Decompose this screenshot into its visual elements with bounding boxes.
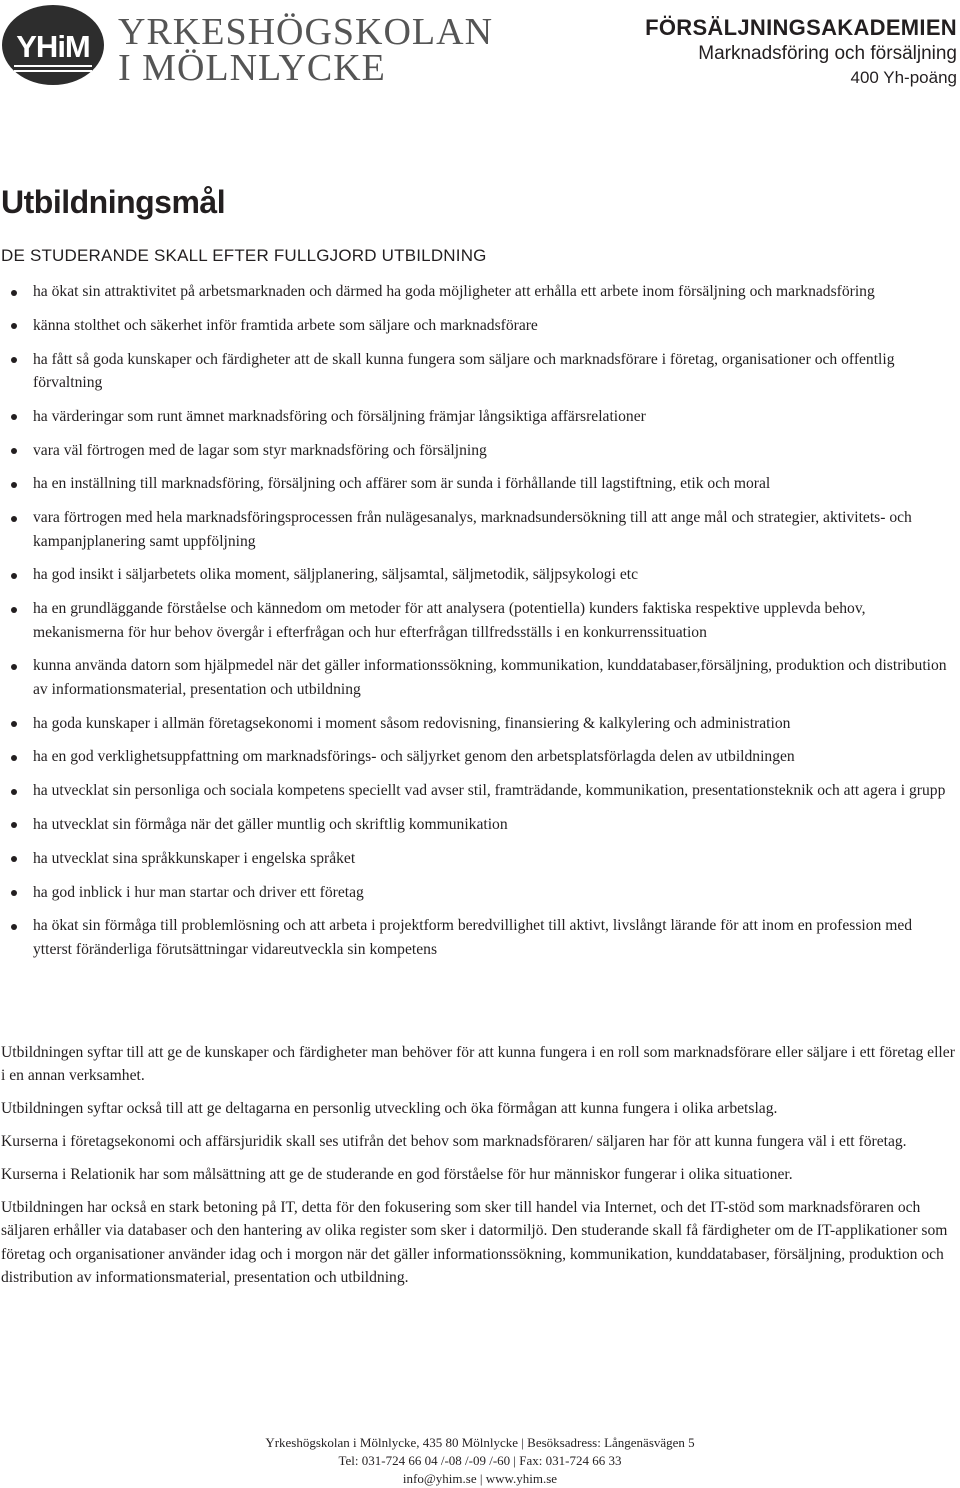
goal-item — [0, 405, 950, 428]
goal-text: vara förtrogen med hela marknadsföringsprocessen från nulägesanalys, marknadsundersökning till att ange mål och strategier, aktivitets- och kampanjplanering samt uppföljning — [33, 509, 912, 550]
goal-item — [0, 881, 950, 904]
goal-item — [0, 779, 950, 802]
school-name-line-2: I MÖLNLYCKE — [118, 47, 386, 89]
bullet-icon — [11, 890, 17, 896]
page-footer — [0, 1434, 960, 1488]
goal-item — [0, 654, 950, 701]
goal-text: ha goda kunskaper i allmän företagsekonomi i moment såsom redovisning, finansiering & kalkylering och administration — [33, 714, 791, 732]
bullet-icon — [11, 822, 17, 828]
section-heading: DE STUDERANDE SKALL EFTER FULLGJORD UTBILDNING — [1, 246, 487, 265]
bullet-icon — [11, 414, 17, 420]
bullet-icon — [11, 516, 17, 522]
program-title: FÖRSÄLJNINGSAKADEMIEN — [645, 15, 957, 40]
logo-text: YHiM — [16, 29, 90, 64]
goal-text: ha en grundläggande förståelse och kännedom om metoder för att analysera (potentiella) kunders faktiska respektive upplevda behov, mekanismerna för hur behov övergår i efterfrågan och hur efterfrågan tillfredsställs i en konkurrenssituation — [33, 600, 866, 641]
goal-item — [0, 280, 950, 303]
footer-phone: Tel: 031-724 66 04 /-08 /-09 /-60 | Fax: 031-724 66 33 — [338, 1453, 622, 1468]
goal-item — [0, 563, 950, 586]
bullet-icon — [11, 357, 17, 363]
bullet-icon — [11, 448, 17, 454]
goal-item — [0, 314, 950, 337]
goal-text: ha god insikt i säljarbetets olika moment, säljplanering, säljsamtal, säljmetodik, säljpsykologi etc — [33, 566, 639, 584]
goal-text: ha ökat sin förmåga till problemlösning och att arbeta i projektform beredvillighet till aktivt, livslångt lärande för att inom en profession med ytterst föränderliga förutsättningar vidareutveckla sin kompetens — [33, 917, 913, 958]
page-title: Utbildningsmål — [1, 184, 226, 220]
goal-item — [0, 745, 950, 768]
program-credits: 400 Yh-poäng — [850, 68, 957, 87]
logo-rule — [14, 65, 92, 67]
goal-text: ha en inställning till marknadsföring, försäljning och affärer som är sunda i förhållande till lagstiftning, etik och moral — [33, 475, 771, 493]
goal-text: ha fått så goda kunskaper och färdigheter att de skall kunna fungera som säljare och marknadsförare i företag, organisationer och offentlig förvaltning — [33, 350, 895, 391]
goal-text: ha utvecklat sin personliga och sociala kompetens speciellt vad avser stil, framträdande, kommunikation, presentationsteknik och att agera i grupp — [33, 782, 946, 800]
goal-text: känna stolthet och säkerhet inför framtida arbete som säljare och marknadsförare — [33, 316, 538, 334]
goal-item — [0, 712, 950, 735]
goal-text: ha utvecklat sina språkkunskaper i engelska språket — [33, 849, 356, 867]
school-name — [118, 11, 494, 89]
goal-item — [0, 439, 950, 462]
bullet-icon — [11, 755, 17, 761]
goal-text: ha utvecklat sin förmåga när det gäller muntlig och skriftlig kommunikation — [33, 815, 508, 833]
goal-text: ha värderingar som runt ämnet marknadsföring och försäljning främjar långsiktiga affärsrelationer — [33, 407, 646, 425]
program-info — [645, 15, 957, 89]
body-paragraph: Utbildningen syftar också till att ge deltagarna en personlig utveckling och öka förmågan att kunna fungera i olika arbetslag. — [1, 1100, 778, 1118]
goal-item — [0, 847, 950, 870]
bullet-icon — [11, 789, 17, 795]
body-paragraph: Kurserna i Relationik har som målsättning att ge de studerande en god förståelse för hur människor fungerar i olika situationer. — [1, 1166, 793, 1184]
goal-item — [0, 813, 950, 836]
goal-text: kunna använda datorn som hjälpmedel när det gäller informationssökning, kommunikation, kunddatabaser,försäljning, produktion och distribution av informationsmaterial, presentation och utbildning — [33, 657, 947, 698]
bullet-icon — [11, 607, 17, 613]
goal-item — [0, 914, 950, 961]
school-logo — [2, 5, 104, 85]
body-paragraph: Utbildningen har också en stark betoning på IT, detta för den fokusering som sker till handel via Internet, och det IT-stöd som marknadsföraren och säljaren erhåller via databaser och den hantering av olika register som sker i datormiljö. Den studerande skall få färdigheter om de IT-applikationer som företag och organisationer använder idag och i morgon när det gäller informationssökning, kommunikation, kunddatabaser, försäljning, produktion och distribution av informationsmaterial, presentation och utbildning. — [1, 1199, 948, 1287]
body-paragraph: Utbildningen syftar till att ge de kunskaper och färdigheter man behöver för att kunna fungera i en roll som marknadsförare eller säljare i ett företag eller i en annan verksamhet. — [1, 1044, 955, 1085]
bullet-icon — [11, 924, 17, 930]
bullet-icon — [11, 482, 17, 488]
program-subtitle: Marknadsföring och försäljning — [698, 43, 957, 64]
footer-address: Yrkeshögskolan i Mölnlycke, 435 80 Mölnlycke | Besöksadress: Långenäsvägen 5 — [265, 1435, 695, 1450]
footer-contact: info@yhim.se | www.yhim.se — [402, 1471, 558, 1486]
goal-text: ha god inblick i hur man startar och driver ett företag — [33, 883, 364, 901]
description-paragraphs — [1, 1041, 956, 1299]
bullet-icon — [11, 573, 17, 579]
body-paragraph: Kurserna i företagsekonomi och affärsjuridik skall ses utifrån det behov som marknadsföraren/ säljaren har för att kunna fungera väl i ett företag. — [1, 1133, 907, 1151]
bullet-icon — [11, 664, 17, 670]
bullet-icon — [11, 323, 17, 329]
bullet-icon — [11, 290, 17, 296]
page-header — [0, 0, 960, 110]
bullet-icon — [11, 856, 17, 862]
goal-text: ha ökat sin attraktivitet på arbetsmarknaden och därmed ha goda möjligheter att erhålla ett arbete inom försäljning och marknadsföring — [33, 283, 875, 300]
bullet-icon — [11, 721, 17, 727]
goal-item — [0, 348, 950, 395]
goal-text: vara väl förtrogen med de lagar som styr marknadsföring och försäljning — [33, 441, 487, 459]
goals-list — [0, 280, 950, 972]
goal-item — [0, 472, 950, 495]
goal-item — [0, 506, 950, 553]
logo-rule — [14, 70, 92, 72]
goal-item — [0, 597, 950, 644]
goal-text: ha en god verklighetsuppfattning om marknadsförings- och säljyrket genom den arbetsplatsförlagda delen av utbildningen — [33, 748, 795, 766]
school-name-line-1: YRKESHÖGSKOLAN — [118, 11, 494, 53]
